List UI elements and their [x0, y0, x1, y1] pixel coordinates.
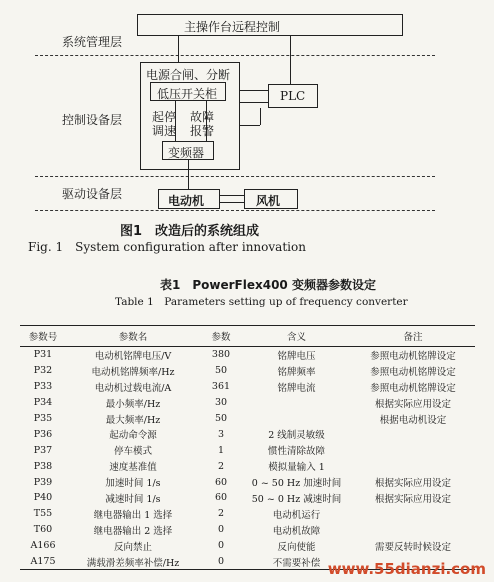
table-title-cn: 表1 PowerFlex400 变频器参数设定 [160, 278, 376, 292]
alarm-label: 报警 [190, 124, 215, 138]
layer-label-drive: 驱动设备层 [62, 187, 123, 201]
table-row [20, 426, 475, 442]
cell-remark: 根据实际应用设定 [374, 493, 451, 505]
motor-label: 电动机 [168, 194, 205, 208]
cell-param-name: 加速时间 1/s [105, 478, 161, 490]
table-row [20, 474, 475, 490]
power-switch-label: 电源合闸、分断 [146, 68, 231, 82]
connector-console-plc [290, 36, 291, 84]
shaft-top [220, 195, 244, 196]
cell-param-no: A166 [30, 540, 56, 552]
table-title-en: Table 1 Parameters setting up of frequency converter [115, 296, 408, 308]
cell-param-name: 减速时间 1/s [105, 493, 161, 505]
layer-label-control: 控制设备层 [62, 113, 123, 127]
cell-param-name: 速度基准值 [109, 462, 157, 474]
cell-meaning: 2 线制灵敏级 [268, 430, 325, 442]
table-header-row [20, 326, 475, 347]
connector-console-down [178, 36, 179, 62]
cell-remark [351, 522, 475, 538]
cell-param-name: 满载滑差频率补偿/Hz [66, 554, 200, 570]
connector-plc-control-1 [240, 90, 268, 91]
cell-value: 50 [214, 365, 228, 377]
table-row [20, 411, 475, 427]
plc-label: PLC [280, 89, 306, 103]
cell-param-name: 电动机过载电流/A [94, 382, 172, 394]
cell-param-no: A175 [20, 554, 66, 570]
layer-divider-3 [35, 210, 435, 211]
cell-remark: 根据电动机设定 [379, 414, 447, 426]
parameter-table [20, 325, 475, 570]
table-row [20, 442, 475, 458]
cell-param-name: 电动机铭牌频率/Hz [91, 366, 175, 378]
shaft-bottom [220, 202, 244, 203]
table-row [20, 347, 475, 363]
cell-param-name: 最小频率/Hz [105, 398, 161, 410]
cell-meaning: 0 ~ 50 Hz 加速时间 [251, 478, 342, 490]
cell-param-no: P32 [33, 365, 53, 377]
cell-remark [351, 426, 475, 442]
header-param-name: 参数名 [66, 326, 200, 347]
cell-param-no: P36 [33, 428, 53, 440]
cell-remark: 参照电动机铭牌设定 [370, 350, 456, 362]
cell-param-no: P34 [33, 397, 53, 409]
cell-meaning: 铭牌频率 [277, 366, 316, 378]
cell-value: 30 [214, 397, 228, 409]
cell-meaning: 50 ~ 0 Hz 减速时间 [251, 493, 342, 505]
cell-param-name: 反向禁止 [113, 541, 152, 553]
cell-value: 2 [217, 508, 225, 520]
cell-meaning: 铭牌电压 [277, 350, 316, 362]
inverter-label: 变频器 [168, 146, 205, 160]
fault-label: 故障 [190, 110, 215, 124]
figure-caption-en: Fig. 1 System configuration after innovation [28, 240, 306, 254]
start-stop-label: 起停 [152, 110, 177, 124]
cell-meaning: 电动机运行 [272, 509, 321, 521]
cell-meaning [242, 411, 351, 427]
layer-divider-2 [35, 176, 435, 177]
cell-param-name: 停车模式 [113, 446, 152, 458]
cell-param-no: P38 [33, 460, 53, 472]
layer-label-system: 系统管理层 [62, 35, 123, 49]
fan-label: 风机 [256, 194, 281, 208]
figure-caption-cn: 图1 改造后的系统组成 [120, 224, 260, 239]
low-voltage-cabinet-label: 低压开关柜 [157, 87, 218, 101]
table-row [20, 538, 475, 554]
cell-param-name: 电动机铭牌电压/V [94, 350, 172, 362]
cell-meaning: 模拟量输入 1 [268, 462, 325, 474]
connector-inverter-motor [188, 160, 189, 189]
cell-param-no: P40 [33, 492, 53, 504]
connector-plc-control-3 [240, 125, 260, 126]
cell-param-no: P31 [33, 349, 53, 361]
cell-value: 361 [211, 381, 231, 393]
layer-divider-1 [35, 55, 435, 56]
cell-value: 0 [200, 554, 242, 570]
cell-value: 50 [214, 413, 228, 424]
cell-value: 2 [217, 460, 225, 472]
cell-remark: 根据实际应用设定 [374, 478, 451, 490]
connector-plc-control-2 [240, 102, 268, 103]
cell-meaning: 反向使能 [277, 541, 316, 553]
cell-value: 3 [217, 428, 225, 440]
cell-param-no: P35 [33, 413, 53, 424]
table-row [20, 490, 475, 506]
cell-value: 60 [214, 476, 228, 488]
watermark: www.55dianzi.com [327, 560, 486, 578]
table-row [20, 363, 475, 379]
cell-param-no: P33 [33, 381, 53, 393]
cell-remark [351, 442, 475, 458]
cell-param-no: P37 [33, 444, 53, 456]
table-row [20, 458, 475, 474]
header-meaning: 含义 [242, 326, 351, 347]
table-row [20, 395, 475, 411]
cell-value: 1 [217, 444, 225, 456]
cell-remark: 参照电动机铭牌设定 [370, 366, 456, 378]
cell-value: 0 [217, 524, 225, 536]
cell-param-no: P39 [33, 476, 53, 488]
cell-meaning: 铭牌电流 [277, 382, 316, 394]
cell-meaning: 惯性清除故障 [267, 446, 325, 458]
header-remark: 备注 [351, 326, 475, 347]
cell-param-name: 继电器输出 2 选择 [93, 525, 173, 537]
cell-remark [351, 458, 475, 474]
cell-remark: 根据实际应用设定 [374, 398, 451, 410]
cell-param-no: T60 [33, 524, 53, 536]
cell-value: 0 [217, 540, 225, 552]
cell-remark: 需要反转时候设定 [374, 541, 451, 553]
cell-value: 60 [214, 492, 228, 504]
cell-param-name: 继电器输出 1 选择 [93, 509, 173, 521]
cell-value: 380 [211, 349, 231, 361]
cell-remark: 参照电动机铭牌设定 [370, 382, 456, 394]
cell-param-name: 最大频率/Hz [105, 414, 161, 426]
header-value: 参数 [200, 326, 242, 347]
remote-console-label: 主操作台远程控制 [184, 20, 281, 34]
speed-regulate-label: 调速 [152, 124, 177, 138]
connector-plc-control-4 [260, 108, 261, 125]
cell-param-no: T55 [33, 508, 53, 520]
table-row [20, 522, 475, 538]
cell-remark [351, 506, 475, 522]
table-row [20, 379, 475, 395]
table-row [20, 506, 475, 522]
cell-param-name: 起动命令源 [109, 430, 157, 442]
cell-meaning: 不需要补偿 [242, 554, 351, 570]
cell-meaning: 电动机故障 [272, 525, 321, 537]
cell-meaning [242, 395, 351, 411]
header-param-no: 参数号 [20, 326, 66, 347]
